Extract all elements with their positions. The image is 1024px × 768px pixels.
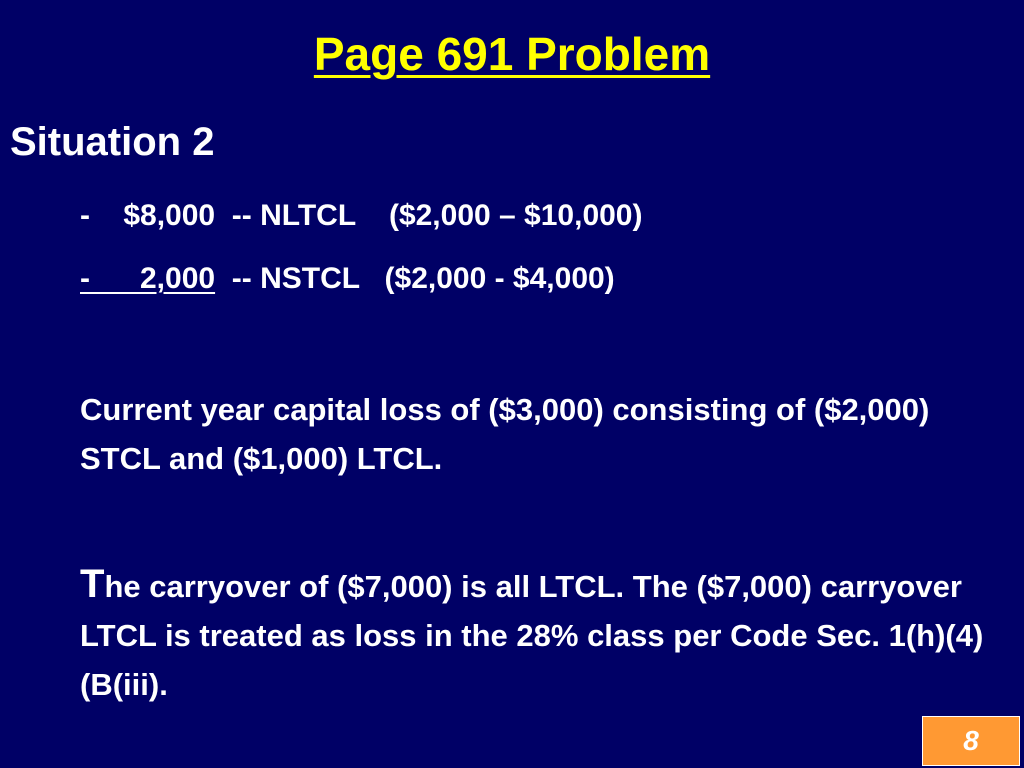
current-year-loss-paragraph: Current year capital loss of ($3,000) consisting of ($2,000) STCL and ($1,000) LTCL. (80, 392, 930, 476)
nstcl-detail: -- NSTCL ($2,000 - $4,000) (215, 262, 615, 295)
page-number-badge (922, 716, 1020, 766)
carryover-initial-letter: T (80, 562, 105, 606)
page-number: 8 (963, 725, 979, 756)
nstcl-line (80, 259, 615, 299)
slide-title: Page 691 Problem (313, 28, 711, 80)
carryover-text: he carryover of ($7,000) is all LTCL. The ($7,000) carryover LTCL is treated as loss in the 28% class per Code Sec. 1(h)(4)(B(iii). (80, 569, 984, 702)
situation-heading: Situation 2 (10, 120, 215, 164)
nstcl-amount: - 2,000 (80, 262, 216, 295)
nltcl-line: - $8,000 -- NLTCL ($2,000 – $10,000) (80, 199, 643, 232)
carryover-paragraph (80, 560, 1015, 709)
